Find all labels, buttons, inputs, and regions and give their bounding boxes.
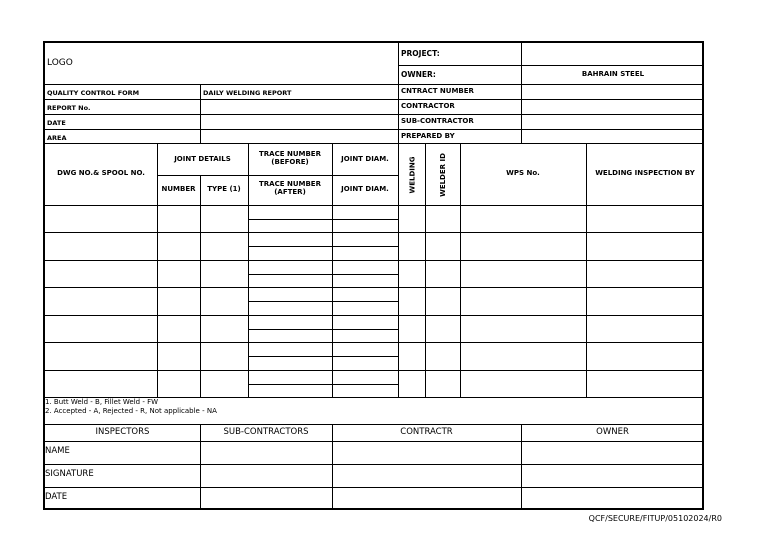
contractr-header: CONTRACTR xyxy=(400,427,453,437)
divider xyxy=(157,143,158,397)
divider xyxy=(45,370,704,371)
divider xyxy=(45,260,704,261)
divider xyxy=(45,129,704,130)
divider xyxy=(398,43,399,143)
subcontractor-label: SUB-CONTRACTOR xyxy=(401,117,474,125)
divider xyxy=(521,424,522,510)
joint-details-header: JOINT DETAILS xyxy=(174,155,231,163)
owner-value: BAHRAIN STEEL xyxy=(581,70,645,78)
divider xyxy=(45,441,704,442)
divider xyxy=(45,84,704,85)
divider xyxy=(248,329,398,330)
welder-id-header: WELDER ID xyxy=(439,152,447,197)
name-label: NAME xyxy=(45,446,70,456)
divider xyxy=(200,175,201,397)
signature-label: SIGNATURE xyxy=(45,469,94,479)
contractor-label: CONTRACTOR xyxy=(401,102,455,110)
divider xyxy=(398,65,704,66)
divider xyxy=(248,301,398,302)
divider xyxy=(332,424,333,510)
date-label: DATE xyxy=(47,119,66,127)
welding-header-cell xyxy=(399,144,425,205)
welder-id-header-cell xyxy=(426,144,460,205)
type-header: TYPE (1) xyxy=(207,185,241,193)
trace-before-line2: (BEFORE) xyxy=(271,158,309,166)
divider xyxy=(521,43,522,143)
joint-diam-header-after: JOINT DIAM. xyxy=(341,185,389,193)
daily-report-label: DAILY WELDING REPORT xyxy=(203,89,292,97)
divider xyxy=(248,274,398,275)
divider xyxy=(45,315,704,316)
divider xyxy=(157,175,398,176)
divider xyxy=(200,424,201,510)
project-label: PROJECT: xyxy=(401,49,440,58)
welding-header: WELDING xyxy=(408,156,417,193)
signoff-date-label: DATE xyxy=(45,492,68,502)
owner-label: OWNER: xyxy=(401,70,436,79)
trace-after-line1: TRACE NUMBER xyxy=(259,180,321,188)
note-weld-types: 1. Butt Weld - B, Fillet Weld - FW xyxy=(45,398,159,406)
divider xyxy=(45,114,704,115)
wps-header: WPS No. xyxy=(506,169,540,177)
divider xyxy=(45,232,704,233)
divider xyxy=(248,246,398,247)
divider xyxy=(332,143,333,397)
divider xyxy=(586,143,587,397)
inspectors-header: INSPECTORS xyxy=(95,427,150,437)
joint-diam-header-before: JOINT DIAM. xyxy=(341,155,389,163)
divider xyxy=(45,287,704,288)
divider xyxy=(45,205,704,206)
trace-before-line1: TRACE NUMBER xyxy=(259,150,321,158)
form-reference-code: QCF/SECURE/FITUP/05102024/R0 xyxy=(588,514,722,523)
trace-after-line2: (AFTER) xyxy=(274,188,306,196)
divider xyxy=(45,424,704,425)
inspection-header: WELDING INSPECTION BY xyxy=(595,169,695,177)
divider xyxy=(45,464,704,465)
prepared-by-label: PREPARED BY xyxy=(401,132,455,140)
divider xyxy=(45,99,704,100)
divider xyxy=(45,143,704,144)
contract-number-label: CNTRACT NUMBER xyxy=(401,87,474,95)
divider xyxy=(248,219,398,220)
note-status-codes: 2. Accepted - A, Rejected - R, Not applicable - NA xyxy=(45,407,217,415)
qc-form-label: QUALITY CONTROL FORM xyxy=(47,89,140,97)
area-label: AREA xyxy=(47,134,67,142)
welding-report-form xyxy=(43,41,704,510)
divider xyxy=(45,487,704,488)
divider xyxy=(248,384,398,385)
number-header: NUMBER xyxy=(161,185,196,193)
report-no-label: REPORT No. xyxy=(47,104,91,112)
divider xyxy=(460,143,461,397)
divider xyxy=(45,342,704,343)
divider xyxy=(248,356,398,357)
owner-header: OWNER xyxy=(596,427,629,437)
subcontractors-header: SUB-CONTRACTORS xyxy=(223,427,309,437)
dwg-header: DWG NO.& SPOOL NO. xyxy=(57,169,145,177)
logo-placeholder: LOGO xyxy=(47,58,73,68)
